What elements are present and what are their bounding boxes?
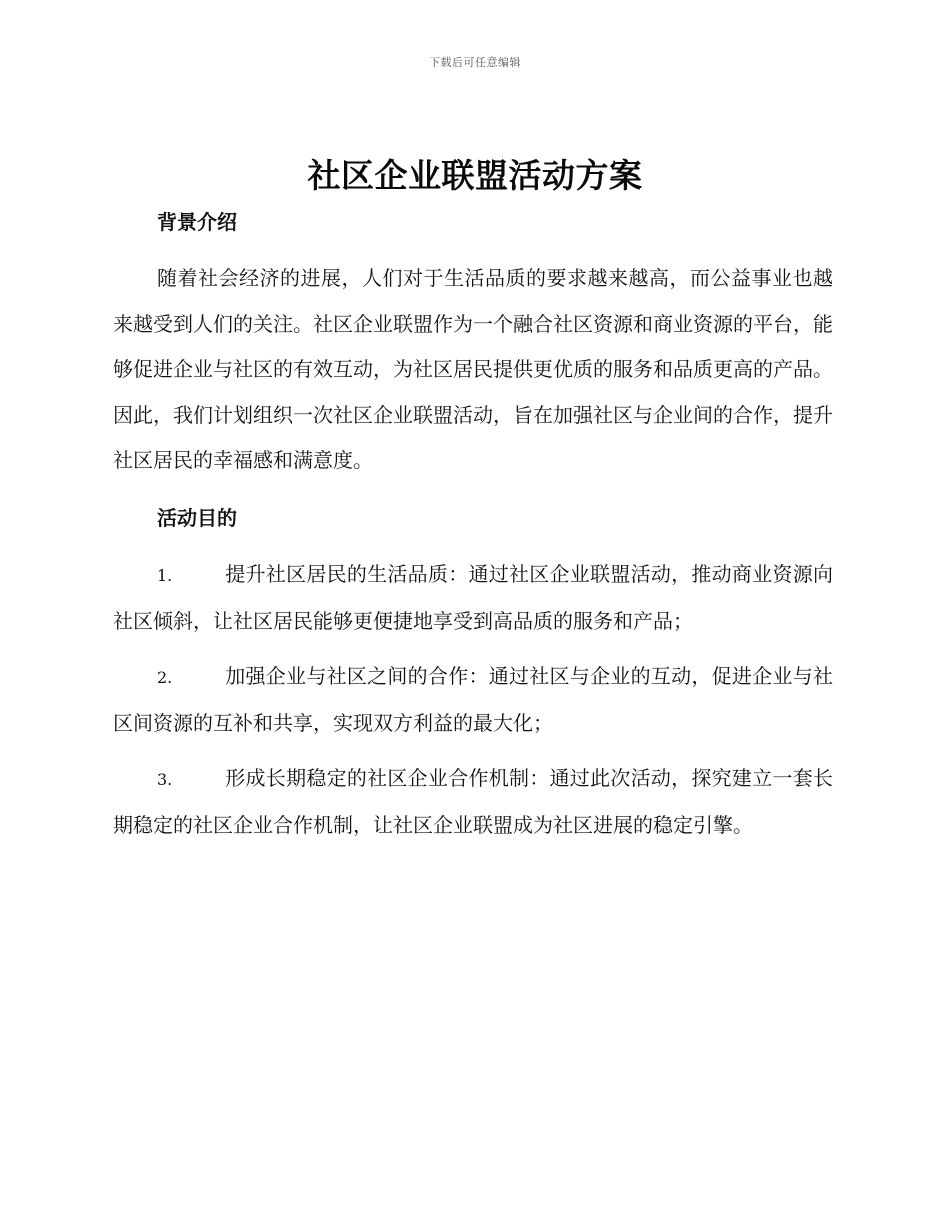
list-item-text: 提升社区居民的生活品质：通过社区企业联盟活动，推动商业资源向社区倾斜，让社区居民能够更便捷地享受到高品质的服务和产品； (113, 562, 833, 633)
section-heading-purpose: 活动目的 (157, 506, 237, 530)
list-item (113, 654, 833, 746)
list-item-text: 形成长期稳定的社区企业合作机制：通过此次活动，探究建立一套长期稳定的社区企业合作机制，让社区企业联盟成为社区进展的稳定引擎。 (113, 766, 833, 837)
list-item (113, 552, 833, 644)
document-title: 社区企业联盟活动方案 (307, 156, 643, 195)
section-heading-background: 背景介绍 (157, 210, 237, 234)
list-item-number: 1. (157, 566, 173, 585)
list-item-text: 加强企业与社区之间的合作：通过社区与企业的互动，促进企业与社区间资源的互补和共享，实现双方利益的最大化； (113, 664, 833, 735)
header-note: 下载后可任意编辑 (429, 56, 521, 69)
list-item-number: 2. (157, 668, 173, 687)
list-item (113, 756, 833, 848)
background-paragraph: 随着社会经济的进展，人们对于生活品质的要求越来越高，而公益事业也越来越受到人们的关注。社区企业联盟作为一个融合社区资源和商业资源的平台，能够促进企业与社区的有效互动，为社区居民提供更优质的服务和品质更高的产品。因此，我们计划组织一次社区企业联盟活动，旨在加强社区与企业间的合作，提升社区居民的幸福感和满意度。 (113, 266, 833, 472)
list-item-number: 3. (157, 770, 173, 789)
